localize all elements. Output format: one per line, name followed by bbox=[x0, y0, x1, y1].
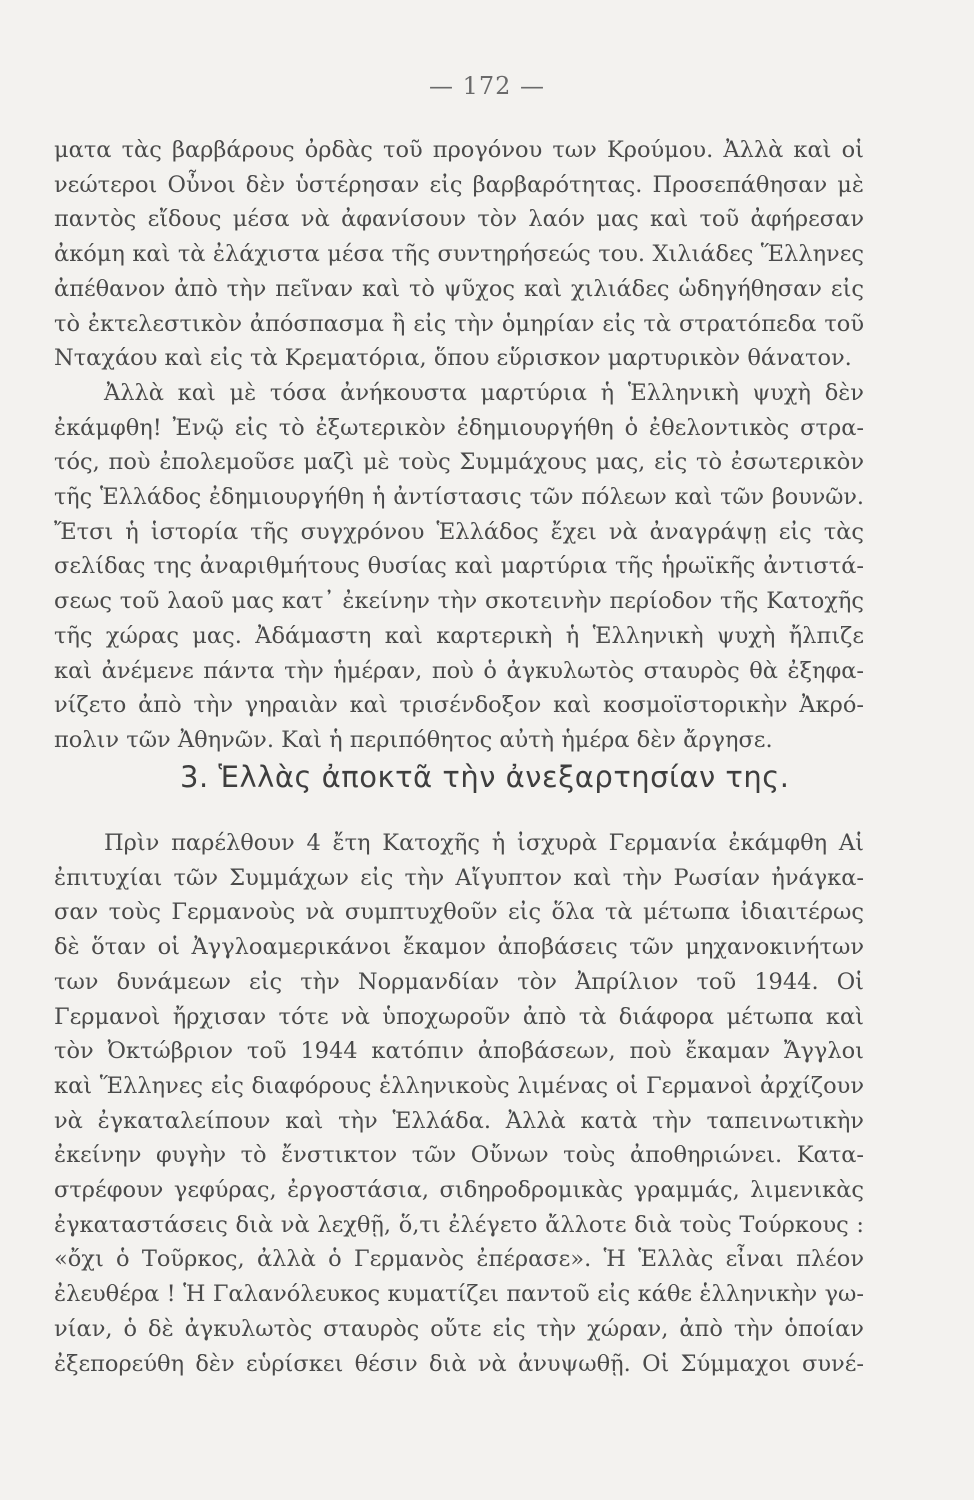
text-line: ἐγκαταστάσεις διὰ νὰ λεχθῇ, ὅ,τι ἐλέγετο ἄλλοτε διὰ τοὺς Τούρκους : bbox=[54, 1211, 864, 1238]
text-line: ἐκάμφθη! Ἐνῷ εἰς τὸ ἐξωτερικὸν ἐδημιουργήθη ὁ ἐθελοντικὸς στρα- bbox=[54, 414, 864, 441]
text-line: Ἔτσι ἡ ἱστορία τῆς συγχρόνου Ἑλλάδος ἔχει νὰ ἀναγράψῃ εἰς τὰς bbox=[54, 518, 864, 545]
text-line: ἀκόμη καὶ τὰ ἐλάχιστα μέσα τῆς συντηρήσεώς του. Χιλιάδες Ἕλληνες bbox=[54, 241, 864, 268]
text-line: ἐπιτυχίαι τῶν Συμμάχων εἰς τὴν Αἴγυπτον καὶ τὴν Ρωσίαν ἠνάγκα- bbox=[54, 864, 864, 891]
text-line: νίζετο ἀπὸ τὴν γηραιὰν καὶ τρισένδοξον καὶ κοσμοϊστορικὴν Ἀκρό- bbox=[54, 692, 864, 719]
section-heading: 3. Ἑλλὰς ἀποκτᾶ τὴν ἀνεξαρτησίαν της. bbox=[180, 760, 790, 794]
text-line: τῆς χώρας μας. Ἀδάμαστη καὶ καρτερικὴ ἡ Ἑλληνικὴ ψυχὴ ἤλπιζε bbox=[54, 622, 864, 649]
text-line: σελίδας της ἀναριθμήτους θυσίας καὶ μαρτύρια τῆς ἡρωϊκῆς ἀντιστά- bbox=[54, 553, 864, 580]
text-line: τός, ποὺ ἐπολεμοῦσε μαζὶ μὲ τοὺς Συμμάχους μας, εἰς τὸ ἐσωτερικὸν bbox=[54, 449, 864, 476]
text-line: ἀπέθανον ἀπὸ τὴν πεῖναν καὶ τὸ ψῦχος καὶ χιλιάδες ὡδηγήθησαν εἰς bbox=[54, 275, 864, 302]
text-line: νίαν, ὁ δὲ ἀγκυλωτὸς σταυρὸς οὔτε εἰς τὴν χώραν, ἀπὸ τὴν ὁποίαν bbox=[54, 1315, 864, 1342]
text-line: Γερμανοὶ ἤρχισαν τότε νὰ ὑποχωροῦν ἀπὸ τὰ διάφορα μέτωπα καὶ bbox=[54, 1003, 864, 1030]
text-line: «ὄχι ὁ Τοῦρκος, ἀλλὰ ὁ Γερμανὸς ἐπέρασε». Ἡ Ἑλλὰς εἶναι πλέον bbox=[54, 1246, 864, 1273]
paragraph-block-1 bbox=[54, 133, 864, 758]
text-line: ματα τὰς βαρβάρους ὀρδὰς τοῦ προγόνου των Κρούμου. Ἀλλὰ καὶ οἱ bbox=[54, 137, 864, 163]
text-line: Νταχάου καὶ εἰς τὰ Κρεματόρια, ὅπου εὕρισκον μαρτυρικὸν θάνατον. bbox=[54, 345, 852, 372]
text-line: σαν τοὺς Γερμανοὺς νὰ συμπτυχθοῦν εἰς ὅλα τὰ μέτωπα ἰδιαιτέρως bbox=[54, 899, 864, 926]
text-line: των δυνάμεων εἰς τὴν Νορμανδίαν τὸν Ἀπρίλιον τοῦ 1944. Οἱ bbox=[54, 968, 864, 995]
text-line: ἐξεπορεύθη δὲν εὑρίσκει θέσιν διὰ νὰ ἀνυψωθῇ. Οἱ Σύμμαχοι συνέ- bbox=[54, 1350, 864, 1377]
text-line: Πρὶν παρέλθουν 4 ἔτη Κατοχῆς ἡ ἰσχυρὰ Γερμανία ἐκάμφθη Αἱ bbox=[104, 830, 864, 856]
page-number: — 172 — bbox=[428, 72, 546, 100]
text-line: παντὸς εἴδους μέσα νὰ ἀφανίσουν τὸν λαόν μας καὶ τοῦ ἀφήρεσαν bbox=[54, 206, 864, 233]
text-line: Ἀλλὰ καὶ μὲ τόσα ἀνήκουστα μαρτύρια ἡ Ἑλληνικὴ ψυχὴ δὲν bbox=[104, 379, 864, 406]
text-line: δὲ ὅταν οἱ Ἀγγλοαμερικάνοι ἔκαμον ἀποβάσεις τῶν μηχανοκινήτων bbox=[54, 934, 864, 961]
text-line: ἐκείνην φυγὴν τὸ ἔνστικτον τῶν Οὔνων τοὺς ἀποθηριώνει. Κατα- bbox=[54, 1142, 864, 1169]
text-line: σεως τοῦ λαοῦ μας κατ᾿ ἐκείνην τὴν σκοτεινὴν περίοδον τῆς Κατοχῆς bbox=[54, 588, 864, 615]
text-line: τῆς Ἑλλάδος ἐδημιουργήθη ἡ ἀντίστασις τῶν πόλεων καὶ τῶν βουνῶν. bbox=[54, 484, 864, 511]
text-line: πολιν τῶν Ἀθηνῶν. Καὶ ἡ περιπόθητος αὐτὴ ἡμέρα δὲν ἄργησε. bbox=[54, 726, 773, 753]
text-line: τὸν Ὀκτώβριον τοῦ 1944 κατόπιν ἀποβάσεων, ποὺ ἔκαμαν Ἄγγλοι bbox=[54, 1038, 864, 1065]
text-line: νὰ ἐγκαταλείπουν καὶ τὴν Ἑλλάδα. Ἀλλὰ κατὰ τὴν ταπεινωτικὴν bbox=[54, 1107, 864, 1134]
paragraph-block-2 bbox=[54, 826, 864, 1381]
text-line: ἐλευθέρα ! Ἡ Γαλανόλευκος κυματίζει παντοῦ εἰς κάθε ἑλληνικὴν γω- bbox=[54, 1281, 864, 1308]
text-line: νεώτεροι Οὖνοι δὲν ὑστέρησαν εἰς βαρβαρότητας. Προσεπάθησαν μὲ bbox=[54, 171, 864, 198]
text-line: καὶ ἀνέμενε πάντα τὴν ἡμέραν, ποὺ ὁ ἀγκυλωτὸς σταυρὸς θὰ ἐξηφα- bbox=[54, 657, 864, 684]
text-line: στρέφουν γεφύρας, ἐργοστάσια, σιδηροδρομικὰς γραμμάς, λιμενικὰς bbox=[54, 1177, 864, 1204]
text-line: καὶ Ἕλληνες εἰς διαφόρους ἑλληνικοὺς λιμένας οἱ Γερμανοὶ ἀρχίζουν bbox=[54, 1072, 864, 1099]
text-line: τὸ ἐκτελεστικὸν ἀπόσπασμα ἢ εἰς τὴν ὁμηρίαν εἰς τὰ στρατόπεδα τοῦ bbox=[54, 310, 864, 337]
